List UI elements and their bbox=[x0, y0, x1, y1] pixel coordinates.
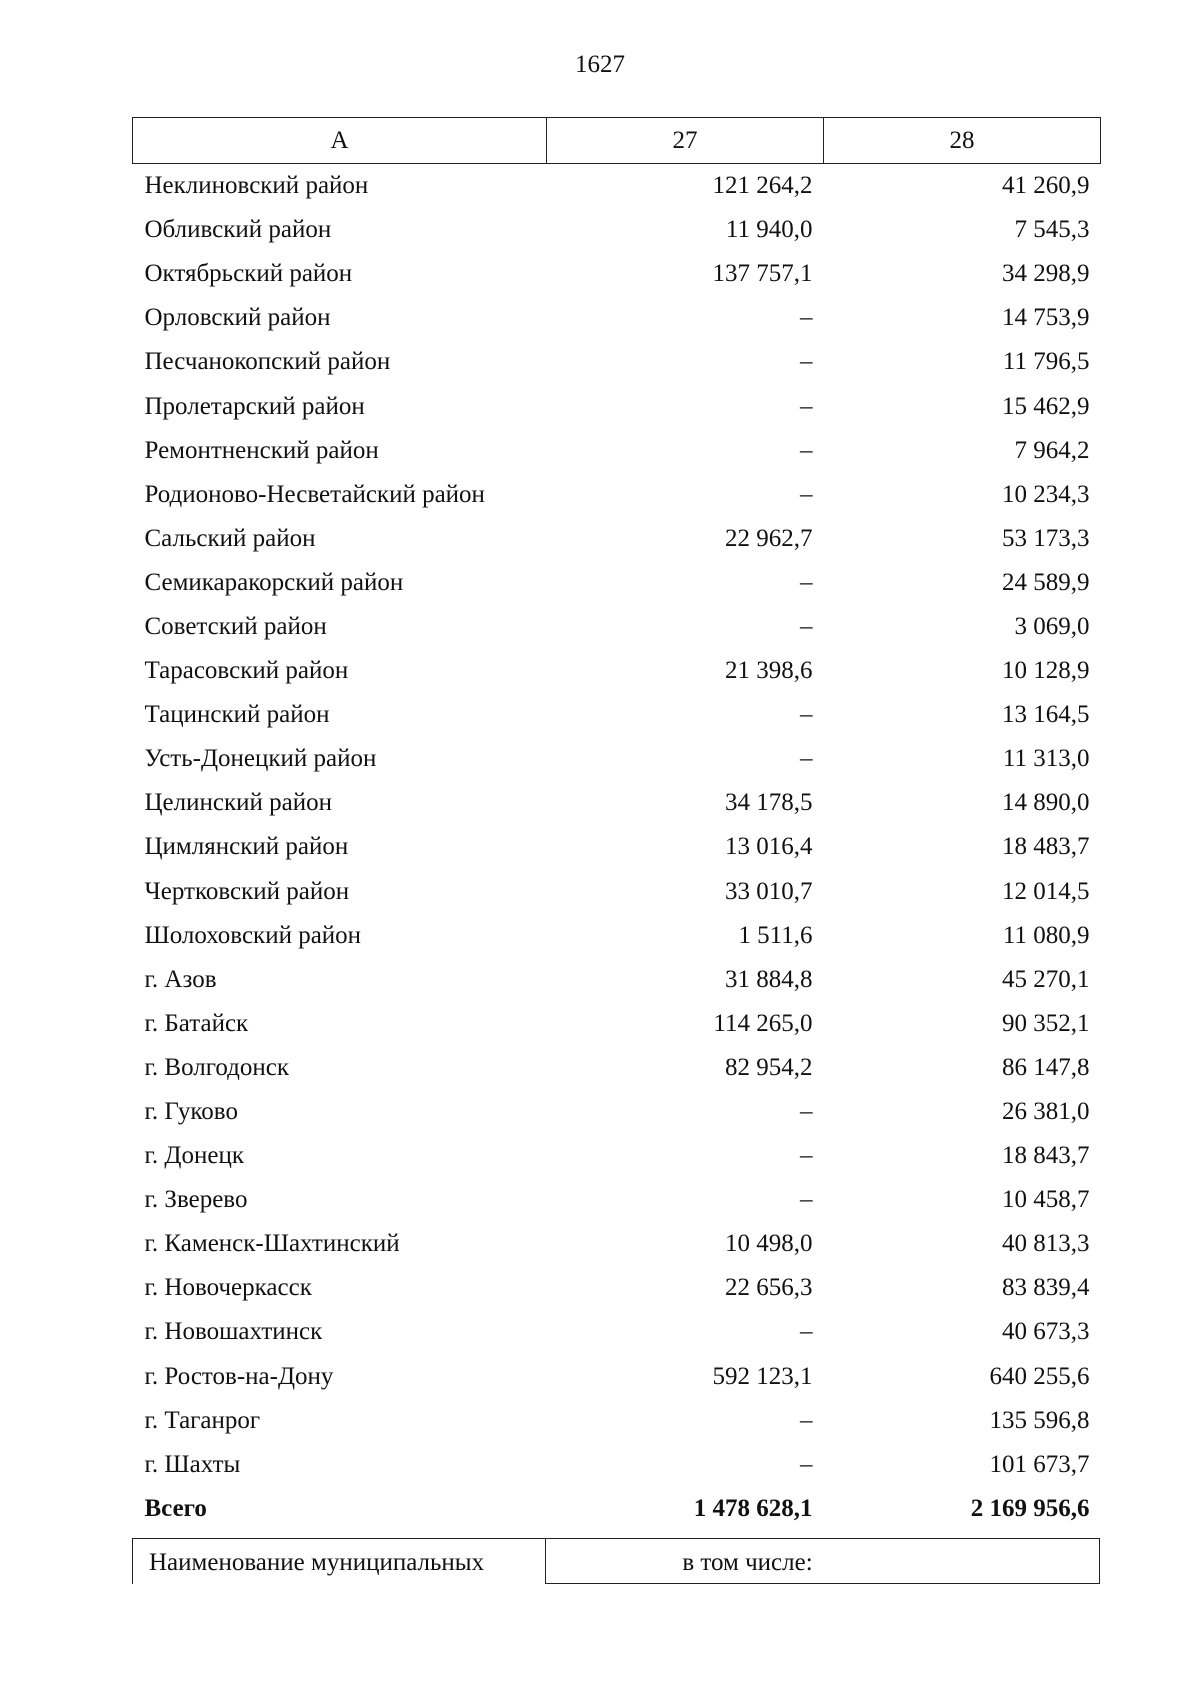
table-row bbox=[133, 561, 1101, 605]
column-28-value-cell: 10 234,3 bbox=[1002, 480, 1090, 508]
municipality-name-cell: г. Новошахтинск bbox=[144, 1318, 323, 1346]
column-27-value-cell: – bbox=[800, 745, 813, 773]
table-row bbox=[133, 1443, 1101, 1487]
header-row bbox=[133, 118, 1101, 164]
column-28-value-cell: 14 753,9 bbox=[1002, 304, 1090, 332]
table-row bbox=[133, 825, 1101, 869]
municipality-name-cell: Обливский район bbox=[144, 216, 332, 244]
municipality-name-cell: Неклиновский район bbox=[144, 172, 369, 200]
column-27-value-cell: – bbox=[800, 701, 813, 729]
column-27-value-cell: 13 016,4 bbox=[725, 833, 813, 861]
table-row bbox=[133, 958, 1101, 1002]
column-28-value-cell: 640 255,6 bbox=[989, 1362, 1090, 1390]
column-28-value-cell: 13 164,5 bbox=[1002, 701, 1090, 729]
table-row bbox=[133, 1134, 1101, 1178]
column-27-value-cell: – bbox=[800, 1406, 813, 1434]
budget-table bbox=[132, 117, 1101, 1531]
column-28-value-cell: 53 173,3 bbox=[1002, 524, 1090, 552]
municipality-name-cell: г. Ростов-на-Дону bbox=[144, 1362, 334, 1390]
column-27-value-cell: – bbox=[800, 1186, 813, 1214]
column-27-value-cell: – bbox=[800, 392, 813, 420]
table-row bbox=[133, 649, 1101, 693]
total-column-28-cell: 2 169 956,6 bbox=[970, 1494, 1090, 1522]
column-27-value-cell: – bbox=[800, 1142, 813, 1170]
column-27-value-cell: 137 757,1 bbox=[712, 260, 813, 288]
municipality-name-cell: Песчанокопский район bbox=[144, 348, 391, 376]
municipality-name-cell: Орловский район bbox=[144, 304, 331, 332]
municipality-name-cell: Тарасовский район bbox=[144, 657, 349, 685]
column-27-value-cell: 33 010,7 bbox=[725, 877, 813, 905]
column-27-value-cell: – bbox=[800, 436, 813, 464]
municipality-name-cell: Целинский район bbox=[144, 789, 332, 817]
table-row bbox=[133, 605, 1101, 649]
municipality-name-cell: г. Волгодонск bbox=[144, 1053, 290, 1081]
column-27-value-cell: 22 962,7 bbox=[725, 524, 813, 552]
column-27-value-cell: 121 264,2 bbox=[712, 172, 813, 200]
column-27-value-cell: 82 954,2 bbox=[725, 1053, 813, 1081]
column-28-value-cell: 40 813,3 bbox=[1002, 1230, 1090, 1258]
column-28-value-cell: 11 080,9 bbox=[1002, 921, 1090, 949]
total-column-27-cell: 1 478 628,1 bbox=[693, 1494, 813, 1522]
column-27-value-cell: 1 511,6 bbox=[738, 921, 813, 949]
municipality-name-cell: Ремонтненский район bbox=[144, 436, 379, 464]
table-row bbox=[133, 914, 1101, 958]
column-28-value-cell: 90 352,1 bbox=[1002, 1009, 1090, 1037]
column-27-value-cell: 22 656,3 bbox=[725, 1274, 813, 1302]
municipality-name-cell: Пролетарский район bbox=[144, 392, 365, 420]
column-27-value-cell: – bbox=[800, 612, 813, 640]
column-28-value-cell: 11 796,5 bbox=[1002, 348, 1090, 376]
column-27-value-cell: – bbox=[800, 1098, 813, 1126]
column-27-value-cell: 34 178,5 bbox=[725, 789, 813, 817]
table-header bbox=[133, 118, 1101, 164]
column-28-value-cell: 101 673,7 bbox=[989, 1450, 1090, 1478]
column-27-value-cell: – bbox=[800, 1318, 813, 1346]
column-28-value-cell: 86 147,8 bbox=[1002, 1053, 1090, 1081]
header-column-a: А bbox=[133, 118, 547, 164]
table-row bbox=[133, 384, 1101, 428]
column-27-value-cell: – bbox=[800, 304, 813, 332]
table-row bbox=[133, 1090, 1101, 1134]
municipality-name-cell: г. Шахты bbox=[144, 1450, 241, 1478]
column-28-value-cell: 24 589,9 bbox=[1002, 568, 1090, 596]
column-27-value-cell: – bbox=[800, 1450, 813, 1478]
municipality-name-cell: г. Новочеркасск bbox=[144, 1274, 312, 1302]
column-27-value-cell: – bbox=[800, 348, 813, 376]
header-column-28: 28 bbox=[824, 118, 1101, 164]
municipality-name-cell: г. Каменск-Шахтинский bbox=[144, 1230, 400, 1258]
table-row bbox=[133, 693, 1101, 737]
column-28-value-cell: 15 462,9 bbox=[1002, 392, 1090, 420]
municipality-name-cell: Усть-Донецкий район bbox=[144, 745, 377, 773]
table-row bbox=[133, 781, 1101, 825]
municipality-name-cell: Чертковский район bbox=[144, 877, 350, 905]
municipality-name-cell: г. Батайск bbox=[144, 1009, 249, 1037]
municipality-name-cell: Цимлянский район bbox=[144, 833, 349, 861]
table-row bbox=[133, 1002, 1101, 1046]
column-27-value-cell: 21 398,6 bbox=[725, 657, 813, 685]
column-27-value-cell: – bbox=[800, 568, 813, 596]
column-27-value-cell: 592 123,1 bbox=[712, 1362, 813, 1390]
table-row bbox=[133, 164, 1101, 209]
municipality-name-cell: Советский район bbox=[144, 612, 327, 640]
column-28-value-cell: 45 270,1 bbox=[1002, 965, 1090, 993]
column-27-value-cell: 114 265,0 bbox=[713, 1009, 813, 1037]
table-row bbox=[133, 473, 1101, 517]
municipality-name-cell: Тацинский район bbox=[144, 701, 330, 729]
municipality-name-cell: г. Азов bbox=[144, 965, 217, 993]
column-27-value-cell: 31 884,8 bbox=[725, 965, 813, 993]
table-row bbox=[133, 340, 1101, 384]
header-column-27: 27 bbox=[547, 118, 824, 164]
column-28-value-cell: 7 545,3 bbox=[1014, 216, 1090, 244]
total-row bbox=[133, 1487, 1101, 1531]
table-row bbox=[133, 296, 1101, 340]
table-row bbox=[133, 870, 1101, 914]
column-28-value-cell: 18 843,7 bbox=[1002, 1142, 1090, 1170]
total-label-cell: Всего bbox=[144, 1494, 207, 1522]
table-row bbox=[133, 737, 1101, 781]
column-28-value-cell: 11 313,0 bbox=[1002, 745, 1090, 773]
table-row bbox=[133, 1355, 1101, 1399]
column-28-value-cell: 34 298,9 bbox=[1002, 260, 1090, 288]
municipality-name-cell: Октябрьский район bbox=[144, 260, 353, 288]
including-header: в том числе: bbox=[545, 1538, 1100, 1584]
table-row bbox=[133, 1222, 1101, 1266]
municipality-name-cell: г. Гуково bbox=[144, 1098, 238, 1126]
table-row bbox=[133, 1310, 1101, 1354]
municipality-name-cell: г. Зверево bbox=[144, 1186, 248, 1214]
column-28-value-cell: 40 673,3 bbox=[1002, 1318, 1090, 1346]
table-row bbox=[133, 1266, 1101, 1310]
table-row bbox=[133, 1399, 1101, 1443]
table-body bbox=[133, 164, 1101, 1531]
column-28-value-cell: 135 596,8 bbox=[989, 1406, 1090, 1434]
municipality-name-cell: г. Донецк bbox=[144, 1142, 244, 1170]
table-row bbox=[133, 429, 1101, 473]
column-27-value-cell: 10 498,0 bbox=[725, 1230, 813, 1258]
column-28-value-cell: 18 483,7 bbox=[1002, 833, 1090, 861]
column-28-value-cell: 3 069,0 bbox=[1014, 612, 1090, 640]
column-28-value-cell: 10 128,9 bbox=[1002, 657, 1090, 685]
column-28-value-cell: 41 260,9 bbox=[1002, 172, 1090, 200]
table-row bbox=[133, 208, 1101, 252]
table-row bbox=[133, 1178, 1101, 1222]
municipality-name-header: Наименование муниципальных bbox=[132, 1538, 546, 1584]
budget-table-container bbox=[132, 117, 1100, 1531]
column-27-value-cell: – bbox=[800, 480, 813, 508]
continued-table-header bbox=[132, 1538, 1100, 1582]
municipality-name-cell: Семикаракорский район bbox=[144, 568, 404, 596]
municipality-name-cell: Родионово-Несветайский район bbox=[144, 480, 485, 508]
column-28-value-cell: 14 890,0 bbox=[1002, 789, 1090, 817]
municipality-name-cell: Сальский район bbox=[144, 524, 316, 552]
column-28-value-cell: 10 458,7 bbox=[1002, 1186, 1090, 1214]
column-28-value-cell: 7 964,2 bbox=[1014, 436, 1090, 464]
table-row bbox=[133, 252, 1101, 296]
municipality-name-cell: Шолоховский район bbox=[144, 921, 362, 949]
table-row bbox=[133, 517, 1101, 561]
page-number: 1627 bbox=[575, 51, 625, 78]
municipality-name-cell: г. Таганрог bbox=[144, 1406, 261, 1434]
column-28-value-cell: 12 014,5 bbox=[1002, 877, 1090, 905]
table-row bbox=[133, 1046, 1101, 1090]
column-27-value-cell: 11 940,0 bbox=[725, 216, 813, 244]
column-28-value-cell: 83 839,4 bbox=[1002, 1274, 1090, 1302]
column-28-value-cell: 26 381,0 bbox=[1002, 1098, 1090, 1126]
